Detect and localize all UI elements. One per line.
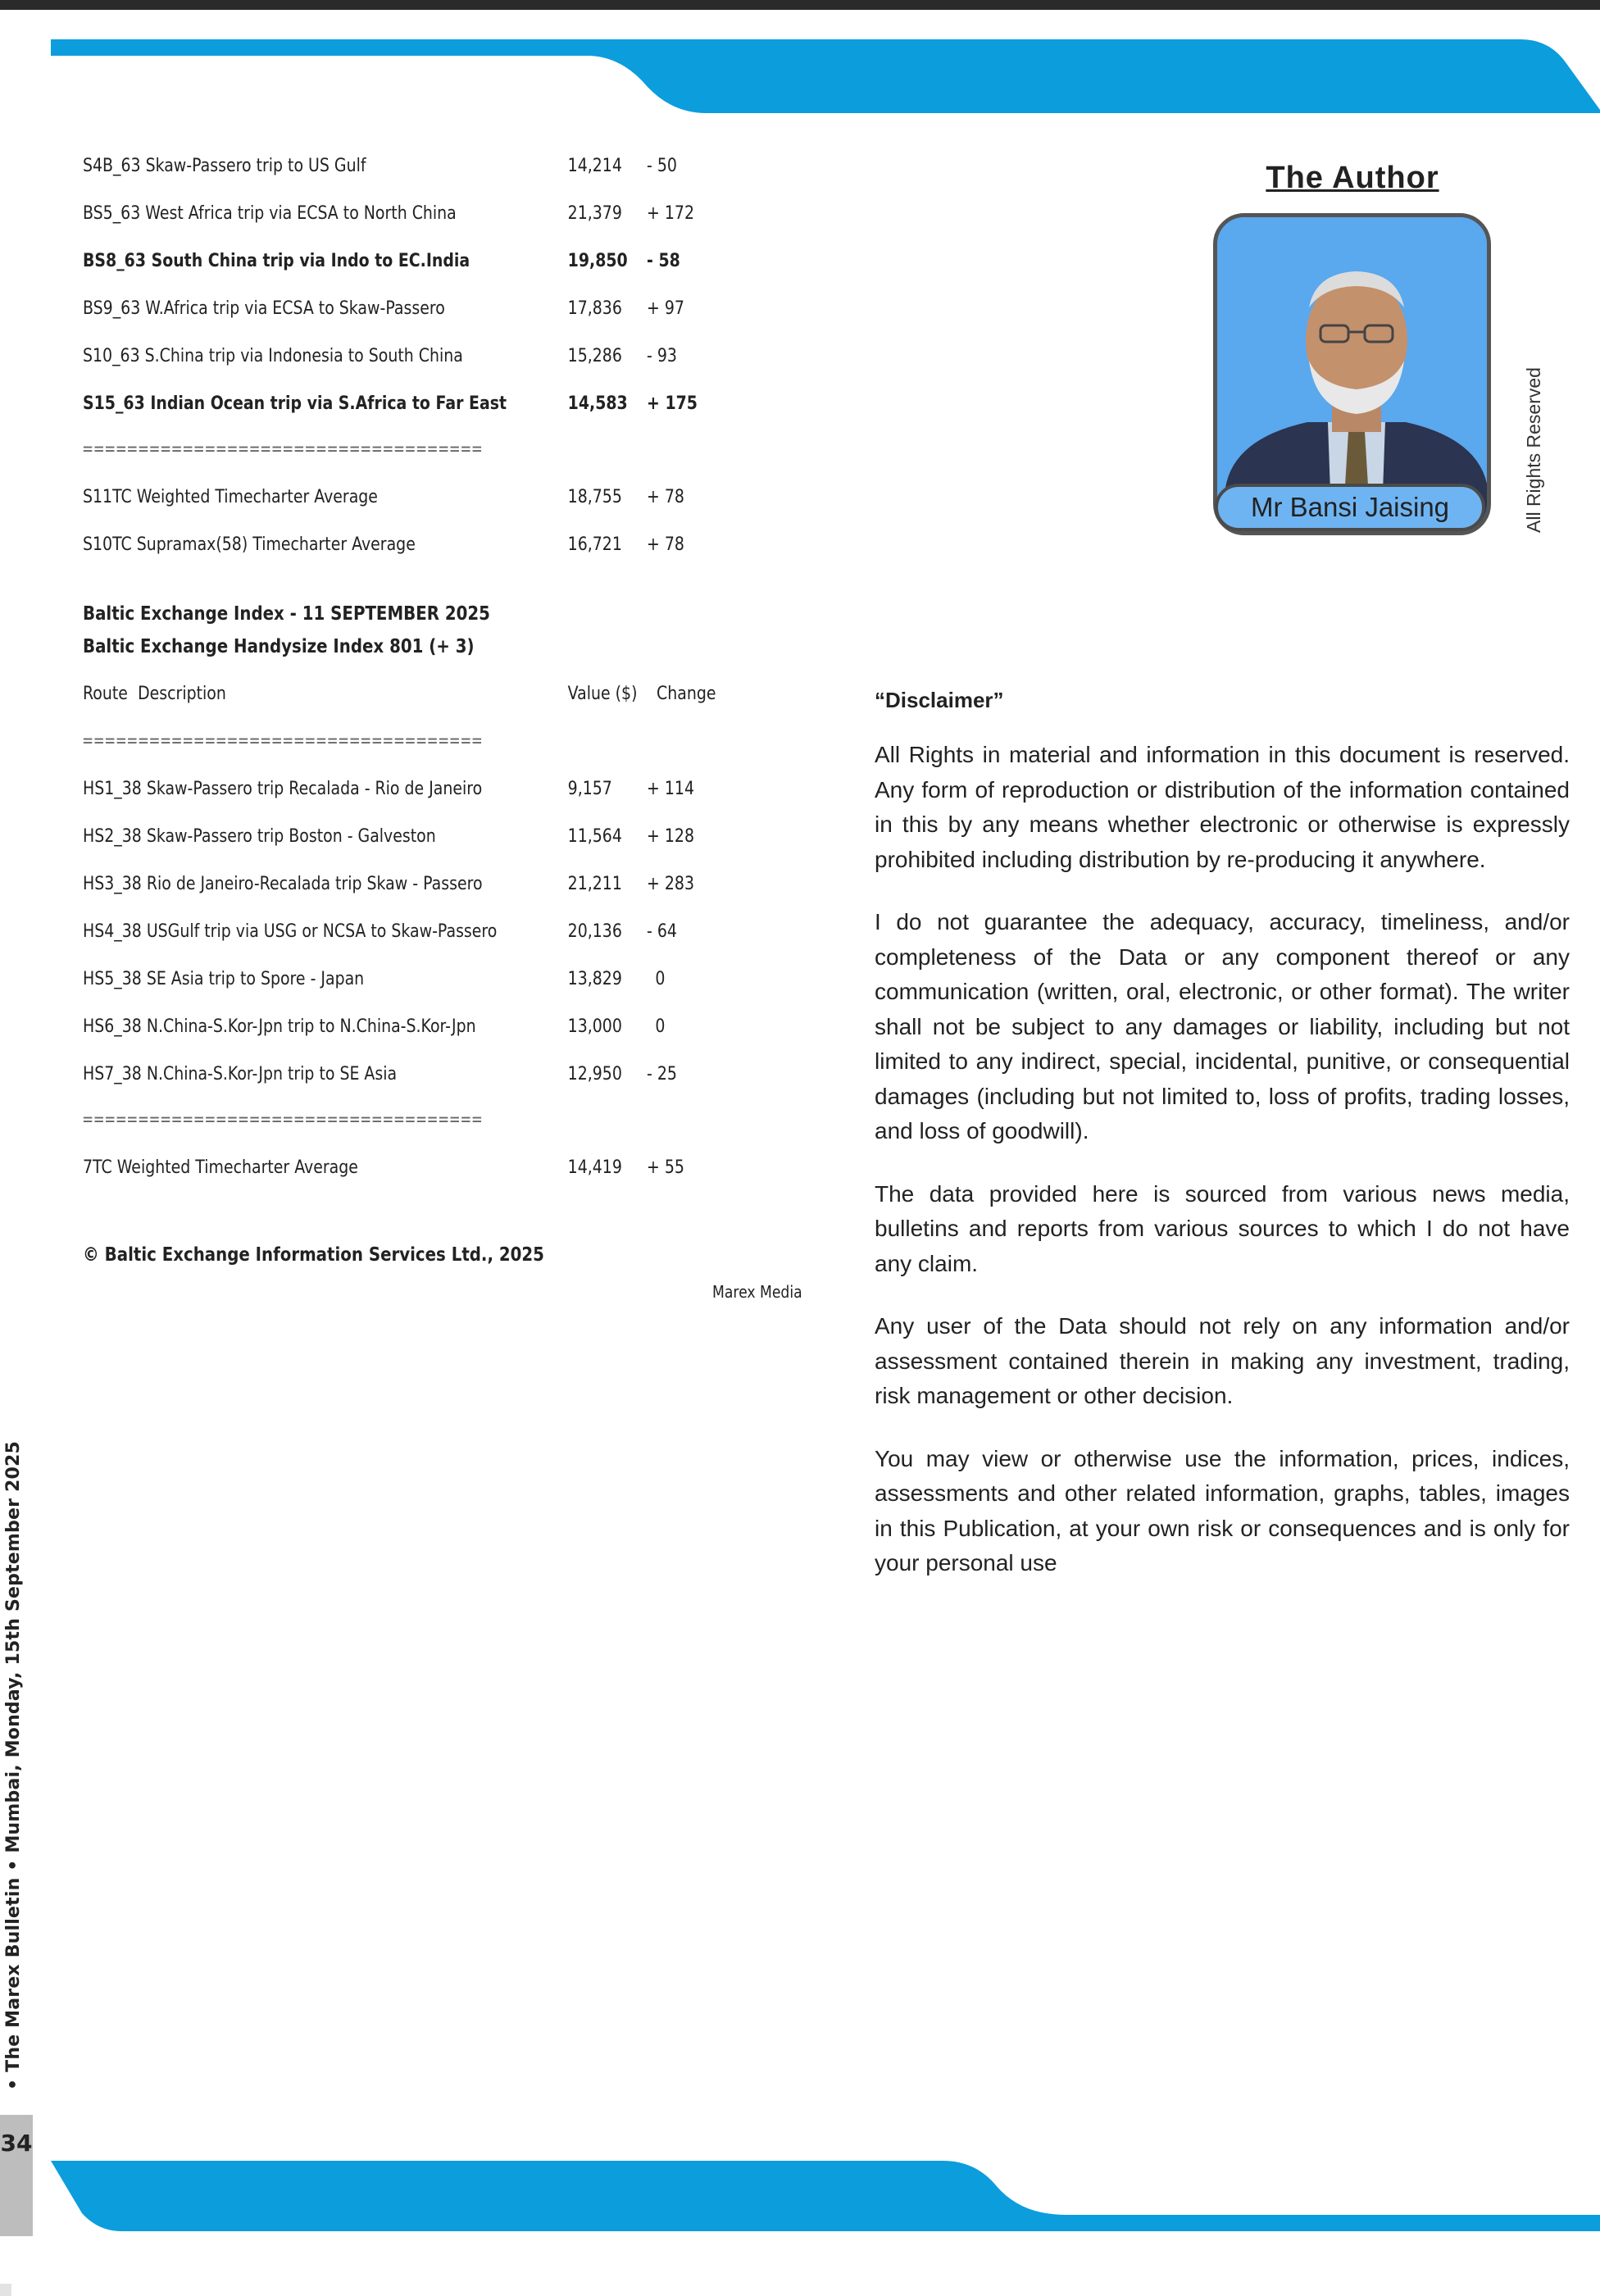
disclaimer-title: “Disclaimer” — [875, 688, 1004, 712]
change-cell: + 97 — [647, 298, 684, 319]
table-row — [83, 156, 703, 180]
page-number: 34 — [0, 2130, 33, 2157]
table-row — [83, 969, 703, 993]
disclaimer-paragraph: The data provided here is sourced from various news media, bulletins and reports from various sources to which I do not have any claim. — [875, 1180, 1570, 1276]
table-row — [83, 298, 703, 323]
route-cell: HS1_38 Skaw-Passero trip Recalada - Rio de Janeiro — [83, 779, 483, 799]
route-cell: HS4_38 USGulf trip via USG or NCSA to Skaw-Passero — [83, 921, 498, 942]
col-value-header: Value ($) — [567, 684, 638, 704]
value-cell: 20,136 — [567, 921, 622, 942]
disclaimer-paragraph: You may view or otherwise use the information, prices, indices, assessments and other related information, graphs, tables, images in this Publication, at your own risk or consequences and is only for your personal use — [875, 1445, 1570, 1575]
table-row — [83, 921, 703, 946]
table-row — [83, 251, 703, 275]
route-cell: BS8_63 South China trip via Indo to EC.India — [83, 251, 470, 271]
value-cell: 21,211 — [567, 874, 622, 894]
author-heading: The Author — [1266, 161, 1439, 195]
value-cell: 12,950 — [567, 1064, 622, 1084]
disclaimer-section — [875, 685, 1570, 1609]
value-cell: 15,286 — [567, 346, 622, 366]
handysize-heading: Baltic Exchange Handysize Index 801 (+ 3) — [83, 636, 475, 657]
change-cell: - 50 — [647, 156, 677, 176]
value-cell: 14,583 — [567, 393, 628, 414]
route-cell: HS5_38 SE Asia trip to Spore - Japan — [83, 969, 365, 989]
top-rule — [0, 0, 1600, 10]
table-row — [83, 487, 703, 511]
route-cell: HS2_38 Skaw-Passero trip Boston - Galveston — [83, 826, 436, 847]
route-cell: S15_63 Indian Ocean trip via S.Africa to Far East — [83, 393, 507, 414]
value-cell: 17,836 — [567, 298, 622, 319]
disclaimer-paragraph: All Rights in material and information in this document is reserved. Any form of reproduction or distribution of the information contained in this by any means whether electronic or otherwise is expressly prohibited including distribution by re-producing it anywhere. — [875, 742, 1570, 872]
index-heading: Baltic Exchange Index - 11 SEPTEMBER 2025 — [83, 603, 490, 625]
route-cell: BS5_63 West Africa trip via ECSA to North China — [83, 203, 457, 224]
table-row — [83, 1157, 703, 1182]
change-cell: - 25 — [647, 1064, 677, 1084]
change-cell: 0 — [655, 969, 666, 989]
table-row — [83, 203, 703, 228]
table-row — [83, 1016, 703, 1041]
author-name-badge — [1215, 484, 1485, 531]
change-cell: - 64 — [647, 921, 677, 942]
change-cell: + 78 — [647, 534, 684, 555]
disclaimer-paragraph: I do not guarantee the adequacy, accuracy, timeliness, and/or completeness of the Data or any component thereof or any communication (written, oral, electronic, or other format). The writer shall not be subject to any damages or liability, including but not limited to any indirect, special, incidental, punitive, or consequential damages (including but not limited to, loss of profits, trading losses, and loss of goodwill). — [875, 909, 1570, 1143]
change-cell: + 172 — [647, 203, 694, 224]
value-cell: 14,419 — [567, 1157, 622, 1178]
copyright-notice: © Baltic Exchange Information Services Ltd., 2025 — [83, 1244, 544, 1266]
value-cell: 21,379 — [567, 203, 622, 224]
col-description-header: Description — [138, 684, 226, 704]
route-cell: BS9_63 W.Africa trip via ECSA to Skaw-Passero — [83, 298, 445, 319]
value-cell: 11,564 — [567, 826, 622, 847]
rights-reserved-text: All Rights Reserved — [1523, 367, 1544, 533]
route-cell: S11TC Weighted Timecharter Average — [83, 487, 378, 507]
change-cell: 0 — [655, 1016, 666, 1037]
col-change-header: Change — [657, 684, 716, 704]
change-cell: + 283 — [647, 874, 694, 894]
route-cell: S4B_63 Skaw-Passero trip to US Gulf — [83, 156, 366, 176]
value-cell: 14,214 — [567, 156, 622, 176]
table-row — [83, 534, 703, 559]
change-cell: + 128 — [647, 826, 694, 847]
change-cell: + 175 — [647, 393, 698, 414]
route-cell: 7TC Weighted Timecharter Average — [83, 1157, 358, 1178]
table-row — [83, 874, 703, 898]
value-cell: 18,755 — [567, 487, 622, 507]
route-cell: S10TC Supramax(58) Timecharter Average — [83, 534, 416, 555]
route-cell: HS7_38 N.China-S.Kor-Jpn trip to SE Asia — [83, 1064, 398, 1084]
route-cell: HS6_38 N.China-S.Kor-Jpn trip to N.China-S.Kor-Jpn — [83, 1016, 476, 1037]
value-cell: 9,157 — [567, 779, 612, 799]
change-cell: + 78 — [647, 487, 684, 507]
value-cell: 13,000 — [567, 1016, 622, 1037]
col-route-header: Route — [83, 684, 128, 704]
change-cell: + 114 — [647, 779, 694, 799]
route-cell: S10_63 S.China trip via Indonesia to South China — [83, 346, 463, 366]
publication-sideline-text: • The Marex Bulletin • Mumbai, Monday, 15th September 2025 — [3, 1440, 24, 2090]
change-cell: - 93 — [647, 346, 677, 366]
value-cell: 16,721 — [567, 534, 622, 555]
corner-mark — [0, 2284, 11, 2296]
separator-line: ==================================== — [83, 439, 484, 460]
separator-line: ==================================== — [83, 731, 484, 752]
separator-line: ==================================== — [83, 1110, 484, 1130]
table-row — [83, 779, 703, 803]
value-cell: 19,850 — [567, 251, 628, 271]
table-row — [83, 826, 703, 851]
value-cell: 13,829 — [567, 969, 622, 989]
table-row — [83, 393, 703, 418]
change-cell: + 55 — [647, 1157, 684, 1178]
disclaimer-paragraph: Any user of the Data should not rely on any information and/or assessment contained therein in making any investment, trading, risk management or other decision. — [875, 1313, 1570, 1408]
credit-label: Marex Media — [712, 1282, 802, 1302]
table-row — [83, 346, 703, 371]
header-band — [0, 38, 1600, 116]
route-cell: HS3_38 Rio de Janeiro-Recalada trip Skaw - Passero — [83, 874, 483, 894]
table-row — [83, 1064, 703, 1089]
footer-band — [0, 2156, 1600, 2238]
change-cell: - 58 — [647, 251, 680, 271]
author-name: Mr Bansi Jaising — [1250, 492, 1450, 522]
table-header — [83, 684, 716, 708]
